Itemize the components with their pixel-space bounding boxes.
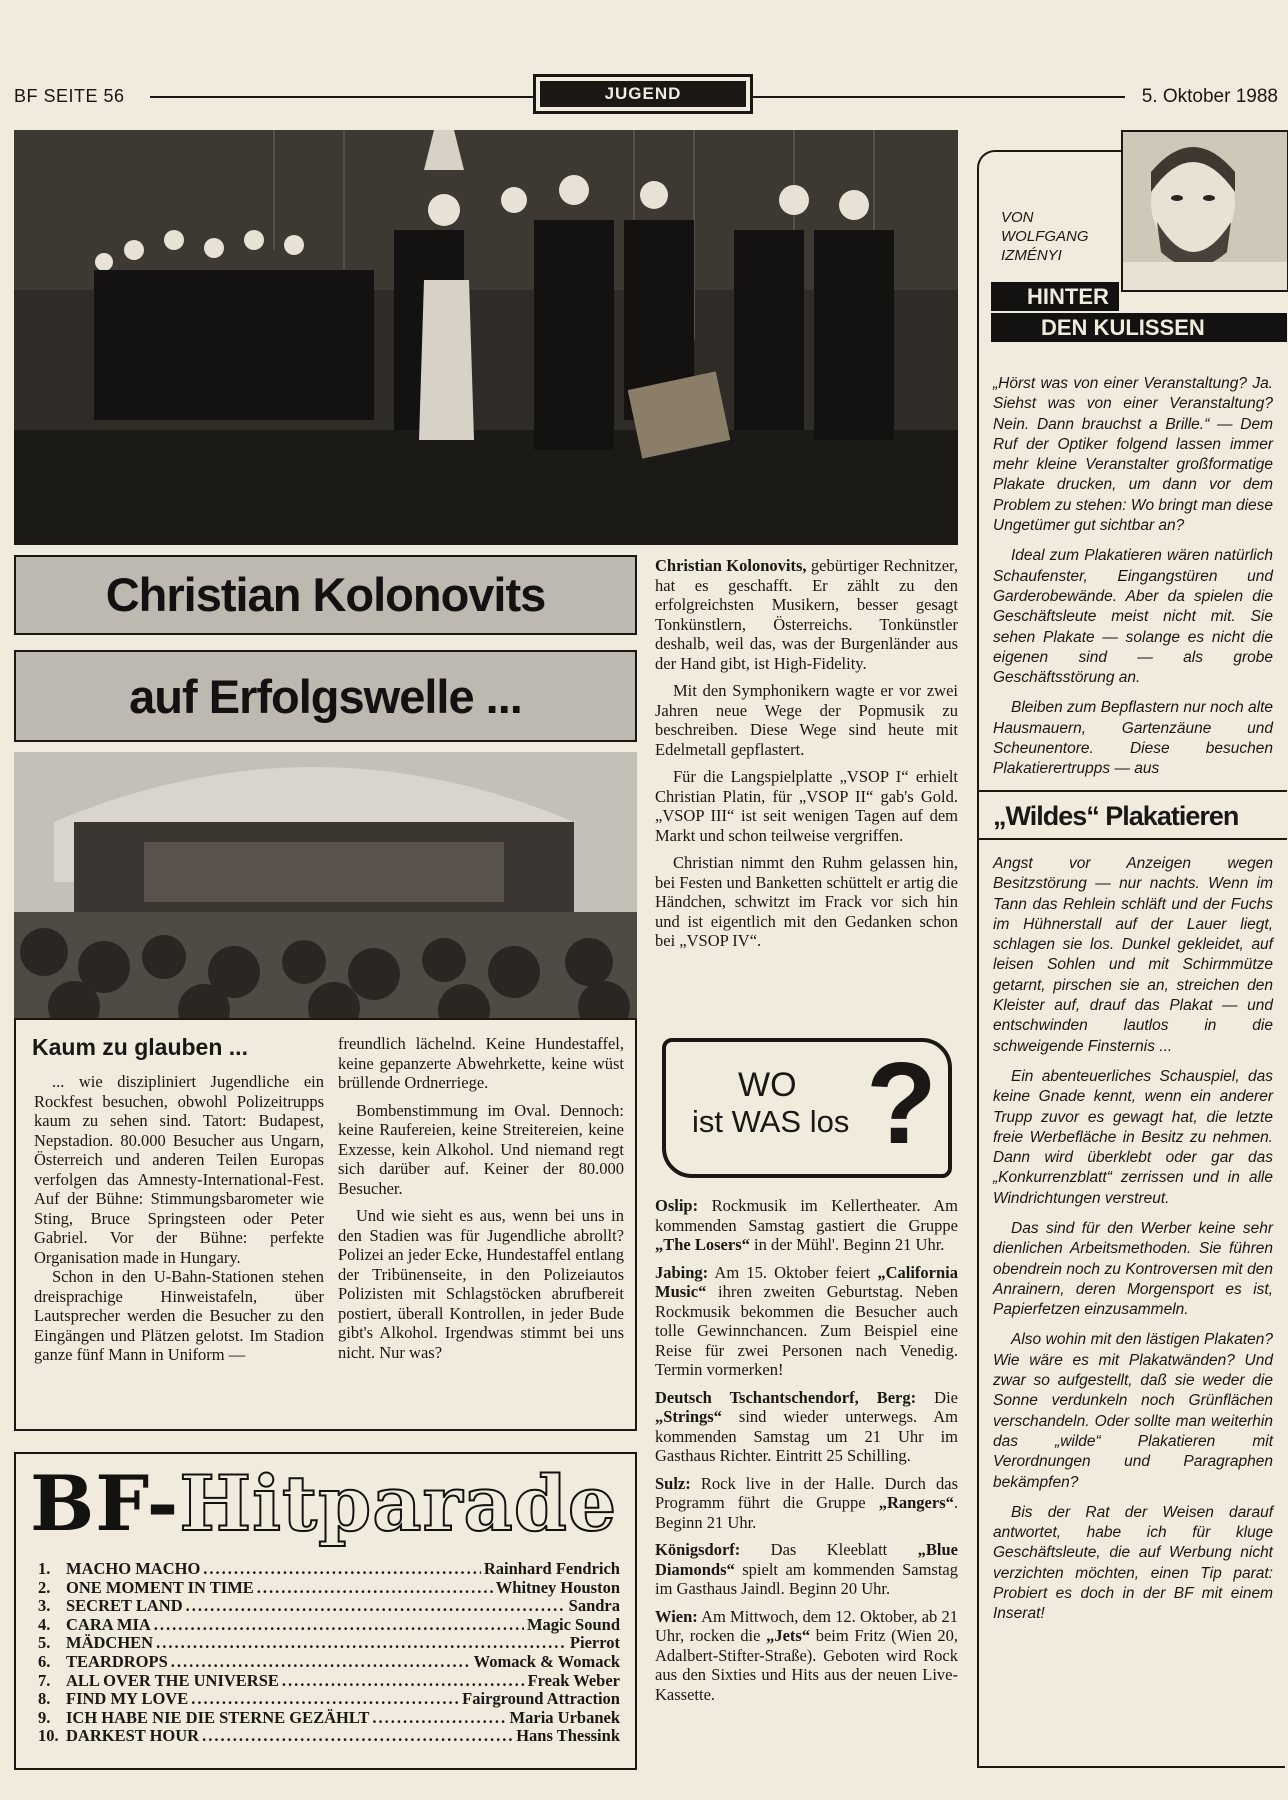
event-text: sind wieder unterwegs. Am kommenden Samstag um 21 Uhr im Gasthaus Richter. Eintritt 25 Schilling.	[655, 1407, 958, 1465]
article-paragraph: Christian nimmt den Ruhm gelassen hin, bei Festen und Banketten schüttelt er artig die Händchen, schwitzt im Frack vor sich hin und ist eigentlich mit den Gedanken schon bei „VSOP IV“.	[655, 853, 958, 950]
header-rule-right	[753, 96, 1125, 98]
section-label-box	[533, 74, 753, 114]
event-text: Rock live in der Halle. Durch das Programm führt die Gruppe	[655, 1473, 958, 1512]
event-text: Am Mittwoch, dem 12. Oktober, ab 21 Uhr, rocken die	[655, 1606, 958, 1645]
event-text: beim Fritz (Wien 20, Adalbert-Stifter-Straße). Geboten wird Rock aus den Sixties und Hits aus der neuen Live-Kassette.	[655, 1626, 958, 1704]
event-item	[655, 1196, 958, 1255]
dot-leader	[191, 1690, 459, 1709]
hitparade-entry	[38, 1690, 620, 1709]
headline-line-2: auf Erfolgswelle ...	[14, 650, 637, 742]
hitparade-rank: 2.	[38, 1577, 51, 1597]
dot-leader	[282, 1672, 525, 1691]
kaum-paragraph: Schon in den U-Bahn-Stationen stehen dreisprachige Hinweistafeln, über Lautsprecher werden die Besucher zu den Eingängen und Plätzen gelotst. Im Stadion ganze fünf Mann in Uniform —	[34, 1267, 324, 1364]
hitparade-song: CARA MIA	[66, 1614, 151, 1634]
column-paragraph: Also wohin mit den lästigen Plakaten? Wie wäre es mit Plakatwänden? Und zwar so aufgestellt, daß sie weder die Sonne verdunkeln noch Grünflächen verschandeln. Oder sollte man weiterhin das „wilde“ Plakatieren mit Verordnungen und Paragraphen bekämpfen?	[993, 1331, 1273, 1491]
orchestra-photo	[14, 130, 958, 545]
event-text: Am 15. Oktober feiert	[708, 1262, 878, 1282]
dot-leader	[203, 1560, 481, 1579]
wo-line-2: ist WAS los	[692, 1104, 850, 1139]
kaum-paragraph: Und wie sieht es aus, wenn bei uns in den Stadien was für Jugendliche abrollt? Polizei an jeder Ecke, Hundestaffel entlang der Tribünenseite, in den Polizeiautos Polizisten mit Schlagstöcken abrufbereit postiert, überall Kontrollen, in jeder Bude gibt's Alkohol. Irgendwas stimmt bei uns nicht. Nur was?	[338, 1206, 624, 1362]
byline-line: VON	[1001, 209, 1034, 226]
byline	[1001, 208, 1089, 265]
event-item	[655, 1474, 958, 1533]
hitparade-title	[30, 1459, 618, 1548]
event-text: Das Kleeblatt	[740, 1540, 918, 1559]
hitparade-song: SECRET LAND	[66, 1596, 183, 1616]
hitparade-artist: Freak Weber	[527, 1670, 620, 1690]
event-item	[655, 1540, 958, 1599]
hitparade-artist: Whitney Houston	[495, 1577, 620, 1597]
kaum-paragraph: ... wie diszipliniert Jugendliche ein Rockfest besuchen, obwohl Polizeitrupps kaum zu sehen sind. Tatort: Budapest, Nepstadion. 80.000 Besucher aus Ungarn, Österreich und anderen Teilen Europas verfolgen das Amnesty-International-Fest. Auf der Bühne: Stimmungsbarometer wie Sting, Bruce Springsteen oder Peter Gabriel. Vor der Bühne: perfekte Organisation made in Hungary.	[34, 1072, 324, 1267]
kaum-zu-glauben-box	[14, 1018, 637, 1431]
kaum-heading: Kaum zu glauben ...	[32, 1034, 248, 1060]
column-label-hinter: HINTER	[991, 282, 1119, 311]
column-paragraph: Das sind für den Werber keine sehr dienlichen Arbeitsmethoden. Sie führen obendrein noch zu Kontroversen mit den Anrainern, deren Morgensport es ist, Papierfetzen einzusammeln.	[993, 1219, 1273, 1319]
column-paragraph: „Hörst was von einer Veranstaltung? Ja. Siehst was von einer Veranstaltung? Nein. Dann brauchst a Brille.“ — Dem Ruf der Optiker folgend lassen immer mehr kleine Veranstalter großformatige Plakate drucken, um dann vor dem Problem zu stehen: Wo bringt man diese Ungetümer gut sichtbar an?	[993, 375, 1273, 535]
hitparade-artist: Fairground Attraction	[462, 1689, 620, 1709]
event-text: spielt am kommenden Samstag im Gasthaus Jaindl. Beginn 20 Uhr.	[655, 1559, 958, 1598]
dot-leader	[171, 1653, 471, 1672]
concert-photo	[14, 752, 637, 1018]
hitparade-title-bf: BF-	[30, 1459, 180, 1548]
byline-line: WOLFGANG	[1001, 228, 1089, 245]
hitparade-entry	[38, 1560, 620, 1579]
kolonovits-article	[655, 556, 958, 959]
event-text: Die	[916, 1387, 959, 1407]
hitparade-entry	[38, 1653, 620, 1672]
event-text: Rockmusik im Kellertheater. Am kommenden Samstag gastiert die Gruppe	[655, 1196, 958, 1235]
hitparade-rank: 5.	[38, 1633, 51, 1653]
issue-date: 5. Oktober 1988	[1141, 86, 1278, 107]
events-list	[655, 1196, 958, 1712]
column-subheading: „Wildes“ Plakatieren	[979, 790, 1287, 840]
hitparade-song: ONE MOMENT IN TIME	[66, 1577, 254, 1597]
headline-line-1: Christian Kolonovits	[14, 555, 637, 635]
kulissen-column	[977, 150, 1285, 1768]
column-paragraph: Bis der Rat der Weisen darauf antwortet, habe ich für kluge Geschäftsleute, die auf Werbung nicht verzichten möchten, einen Tip parat: Probiert es doch in der BF mit einem Inserat!	[993, 1503, 1273, 1623]
hitparade-entry	[38, 1616, 620, 1635]
wo-ist-was-los-graphic	[662, 1038, 952, 1178]
hitparade-rank: 1.	[38, 1559, 51, 1578]
hitparade-entry	[38, 1634, 620, 1653]
event-place: Oslip:	[655, 1196, 699, 1215]
page-label: BF SEITE 56	[14, 86, 125, 106]
byline-line: IZMÉNYI	[1001, 247, 1062, 264]
column-label-kulissen: DEN KULISSEN	[991, 313, 1287, 342]
hitparade-rank: 4.	[38, 1614, 51, 1634]
article-paragraph: gebürtiger Rechnitzer, hat es geschafft. Er zählt zu den erfolgreichsten Musikern, besser gesagt Tonkünstlern, Österreichs. Tonkünstler deshalb, weil das, was der Burgenländer aus der Hand gibt, ist High-Fidelity.	[655, 556, 959, 673]
article-paragraph: Für die Langspielplatte „VSOP I“ erhielt Christian Platin, für „VSOP II“ gab's Gold. „VSOP III“ ist seit wenigen Tagen auf dem Markt und schon teilweise vergriffen.	[655, 767, 958, 845]
hitparade-box	[14, 1452, 637, 1770]
hitparade-song: TEARDROPS	[66, 1652, 168, 1671]
event-band: „Jets“	[766, 1626, 811, 1645]
hitparade-rank: 7.	[38, 1670, 51, 1690]
event-place: Wien:	[655, 1606, 698, 1626]
hitparade-title-rest: Hitparade	[179, 1459, 618, 1548]
dot-leader	[156, 1634, 567, 1653]
wo-line-1: WO	[738, 1066, 797, 1104]
author-portrait	[1121, 130, 1288, 292]
event-text: in der Mühl'. Beginn 21 Uhr.	[749, 1235, 945, 1254]
event-place: Jabing:	[655, 1262, 709, 1282]
hitparade-artist: Magic Sound	[526, 1614, 620, 1634]
event-text: . Beginn 21 Uhr.	[655, 1493, 958, 1532]
event-place: Sulz:	[655, 1473, 691, 1493]
hitparade-rank: 6.	[38, 1652, 51, 1671]
event-item	[655, 1263, 958, 1380]
hitparade-song: ALL OVER THE UNIVERSE	[66, 1670, 279, 1690]
column-text	[993, 374, 1273, 1635]
column-paragraph: Angst vor Anzeigen wegen Besitzstörung — nur nachts. Wenn im Tann das Rehlein schläft und der Fuchs im Hühnerstall auf der Lauer liegt, schlagen sie los. Dunkel gekleidet, auf leisen Sohlen und mit Schirmmütze getarnt, pirschen sie an, streichen den Kleister auf, drauf das Plakat — und entschwinden lautlos in die schweigende Finsternis ...	[993, 854, 1273, 1055]
hitparade-entry	[38, 1597, 620, 1616]
hitparade-artist: Womack & Womack	[473, 1652, 620, 1671]
event-item	[655, 1607, 958, 1705]
event-place: Königsdorf:	[655, 1540, 741, 1559]
column-paragraph: Ideal zum Plakatieren wären natürlich Schaufenster, Eingangstüren und Garderobewände. Aber da spielen die Geschäftsleute meist nicht mit. Sie sehen Plakate — solange es nicht die eigenen sind — als grobe Geschäftsstörung an.	[993, 547, 1273, 687]
event-place: Deutsch Tschantschendorf, Berg:	[655, 1387, 917, 1407]
article-paragraph: Mit den Symphonikern wagte er vor zwei Jahren neue Wege der Popmusik zu beschreiben. Diese Wege sind heute mit Edelmetall gepflastert.	[655, 681, 958, 759]
section-label: JUGEND	[540, 81, 746, 107]
hitparade-song: DARKEST HOUR	[66, 1726, 200, 1746]
dot-leader	[186, 1597, 566, 1616]
hitparade-artist: Rainhard Fendrich	[483, 1559, 620, 1578]
hitparade-rank: 8.	[38, 1689, 51, 1709]
question-mark-icon: ?	[866, 1038, 937, 1168]
event-text: ihren zweiten Geburtstag. Neben Rockmusik bekommen die Besucher auch tolle Gewinnchancen. Zum Beispiel eine Reise für zwei Personen nach Venedig. Termin vormerken!	[655, 1282, 958, 1379]
hitparade-song: MÄDCHEN	[66, 1633, 154, 1653]
hitparade-rank: 3.	[38, 1596, 51, 1616]
event-band: „Blue Diamonds“	[655, 1540, 958, 1579]
dot-leader	[372, 1709, 506, 1728]
kaum-paragraph: freundlich lächelnd. Keine Hundestaffel, keine gepanzerte Abwehrkette, keine wüst brüllende Ordnerriege.	[338, 1034, 624, 1092]
event-item	[655, 1388, 958, 1466]
hitparade-song: FIND MY LOVE	[66, 1689, 189, 1709]
hitparade-artist: Sandra	[568, 1596, 620, 1616]
column-paragraph: Bleiben zum Bepflastern nur noch alte Hausmauern, Gartenzäune und Scheunentore. Diese besuchen Plakatierertrupps — aus	[993, 699, 1273, 778]
kaum-column-2	[338, 1034, 624, 1370]
hitparade-entry	[38, 1579, 620, 1598]
event-band: „California Music“	[655, 1262, 958, 1301]
column-paragraph: Ein abenteuerliches Schauspiel, das keine Gnade kennt, wenn ein anderer Trupp zuvor es gewagt hat, die letzte freie Werbefläche in Besitz zu nehmen. Dann wird überklebt oder gar das „Konkurrenzblatt“ zerrissen und in alle Windrichtungen verstreut.	[993, 1067, 1273, 1207]
dot-leader	[202, 1727, 513, 1746]
event-band: „Strings“	[655, 1407, 722, 1426]
event-band: „Rangers“	[878, 1493, 954, 1512]
hitparade-artist: Maria Urbanek	[509, 1707, 620, 1727]
kaum-paragraph: Bombenstimmung im Oval. Dennoch: keine Raufereien, keine Streitereien, keine Exzesse, kein Alkohol. Und niemand regt sich darüber auf. Keiner der 80.000 Besucher.	[338, 1100, 624, 1198]
hitparade-artist: Pierrot	[569, 1633, 620, 1653]
hitparade-rank: 10.	[38, 1726, 59, 1746]
article-subject: Christian Kolonovits,	[655, 556, 807, 575]
hitparade-entry	[38, 1709, 620, 1728]
header-rule-left	[150, 96, 533, 98]
hitparade-artist: Hans Thessink	[516, 1726, 620, 1746]
event-band: „The Losers“	[655, 1235, 750, 1254]
kaum-column-1	[34, 1072, 324, 1373]
dot-leader	[257, 1579, 493, 1598]
dot-leader	[154, 1616, 524, 1635]
hitparade-song: ICH HABE NIE DIE STERNE GEZÄHLT	[66, 1707, 370, 1727]
hitparade-rank: 9.	[38, 1707, 51, 1727]
hitparade-song: MACHO MACHO	[66, 1559, 201, 1578]
hitparade-entry	[38, 1727, 620, 1746]
hitparade-entry	[38, 1672, 620, 1691]
